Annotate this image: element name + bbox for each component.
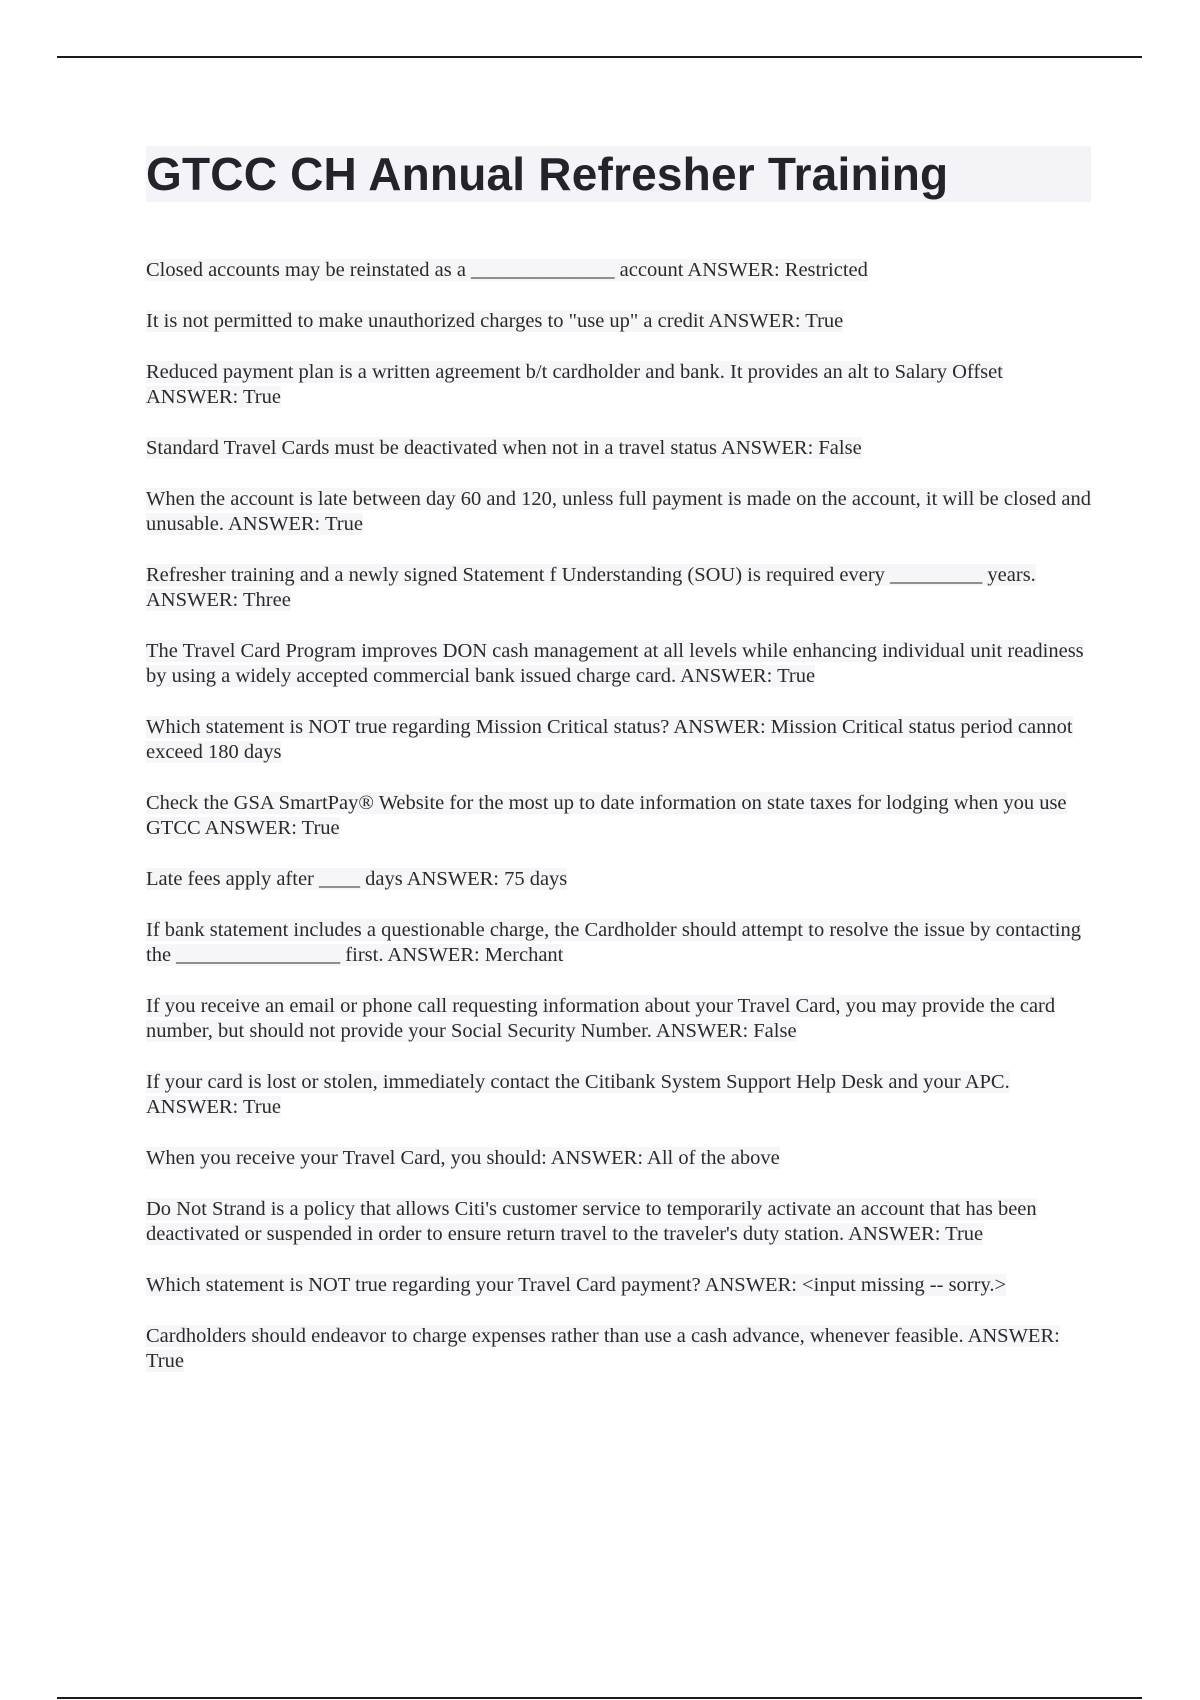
- question-text: Check the GSA SmartPay® Website for the most up to date information on state taxes for lodging when you use GTCC ANSWER: True: [146, 792, 1067, 839]
- list-item: [146, 918, 1091, 968]
- question-text: The Travel Card Program improves DON cash management at all levels while enhancing individual unit readiness by using a widely accepted commercial bank issued charge card. ANSWER: True: [146, 640, 1084, 687]
- top-divider: [57, 56, 1142, 58]
- bottom-divider: [57, 1697, 1142, 1699]
- question-text: Which statement is NOT true regarding Mission Critical status? ANSWER: Mission Critical status period cannot exceed 180 days: [146, 716, 1073, 763]
- document-body: [146, 146, 1091, 1400]
- list-item: [146, 791, 1091, 841]
- list-item: [146, 360, 1091, 410]
- list-item: [146, 436, 1091, 461]
- question-text: Cardholders should endeavor to charge expenses rather than use a cash advance, whenever feasible. ANSWER: True: [146, 1325, 1060, 1372]
- list-item: [146, 994, 1091, 1044]
- list-item: [146, 309, 1091, 334]
- page-title: GTCC CH Annual Refresher Training: [146, 146, 1091, 202]
- question-list: [146, 258, 1091, 1374]
- list-item: [146, 867, 1091, 892]
- question-text: If you receive an email or phone call requesting information about your Travel Card, you may provide the card number, but should not provide your Social Security Number. ANSWER: False: [146, 995, 1056, 1042]
- list-item: [146, 487, 1091, 537]
- question-text: Reduced payment plan is a written agreement b/t cardholder and bank. It provides an alt to Salary Offset ANSWER: True: [146, 361, 1003, 408]
- question-text: Standard Travel Cards must be deactivated when not in a travel status ANSWER: False: [146, 437, 862, 459]
- list-item: [146, 1197, 1091, 1247]
- list-item: [146, 1324, 1091, 1374]
- question-text: Which statement is NOT true regarding your Travel Card payment? ANSWER: <input missing -- sorry.>: [146, 1274, 1007, 1296]
- question-text: If your card is lost or stolen, immediately contact the Citibank System Support Help Desk and your APC. ANSWER: True: [146, 1071, 1010, 1118]
- question-text: Late fees apply after ____ days ANSWER: 75 days: [146, 868, 568, 890]
- question-text: When the account is late between day 60 and 120, unless full payment is made on the account, it will be closed and unusable. ANSWER: True: [146, 488, 1092, 535]
- list-item: [146, 715, 1091, 765]
- list-item: [146, 1070, 1091, 1120]
- list-item: [146, 1146, 1091, 1171]
- list-item: [146, 258, 1091, 283]
- question-text: It is not permitted to make unauthorized charges to "use up" a credit ANSWER: True: [146, 310, 844, 332]
- list-item: [146, 639, 1091, 689]
- question-text: If bank statement includes a questionable charge, the Cardholder should attempt to resolve the issue by contacting the ________________ first. ANSWER: Merchant: [146, 919, 1081, 966]
- question-text: Refresher training and a newly signed Statement f Understanding (SOU) is required every _________ years. ANSWER: Three: [146, 564, 1036, 611]
- list-item: [146, 1273, 1091, 1298]
- question-text: When you receive your Travel Card, you should: ANSWER: All of the above: [146, 1147, 780, 1169]
- list-item: [146, 563, 1091, 613]
- question-text: Closed accounts may be reinstated as a ______________ account ANSWER: Restricted: [146, 259, 868, 281]
- question-text: Do Not Strand is a policy that allows Citi's customer service to temporarily activate an account that has been deactivated or suspended in order to ensure return travel to the traveler's duty station. ANSWER: True: [146, 1198, 1037, 1245]
